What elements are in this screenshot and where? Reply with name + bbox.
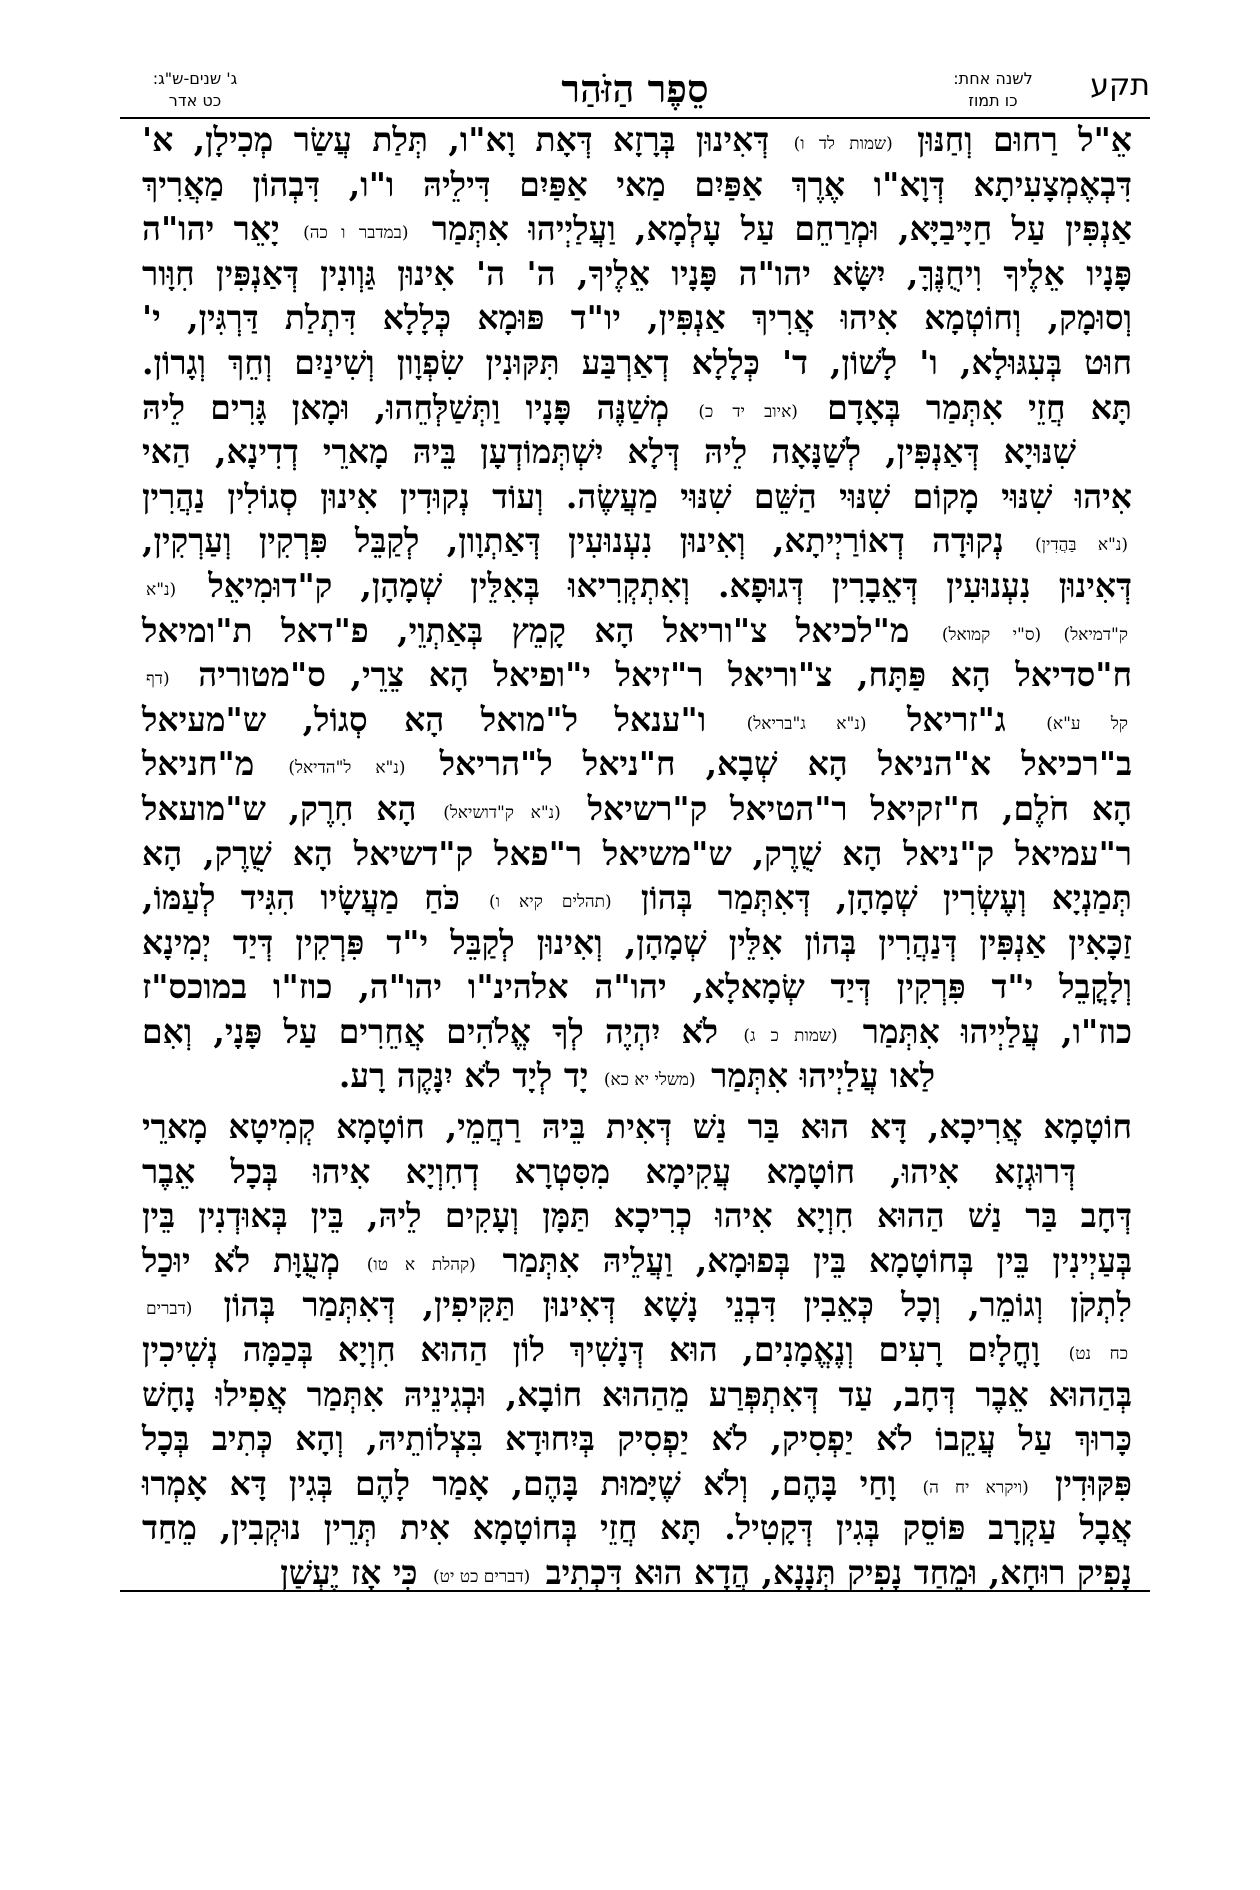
text-segment: כֹּחַ מַעֲשָׂיו הִגִּיד לְעַמּוֹ,	[142, 878, 485, 918]
scripture-reference: (תהלים קיא ו)	[489, 892, 612, 913]
scripture-reference: (במדבר ו כה)	[303, 223, 409, 244]
scripture-reference: (דברים	[146, 1299, 193, 1320]
text-line	[142, 653, 1132, 698]
scripture-reference: (משלי יא כא)	[603, 1070, 696, 1091]
text-line	[142, 1194, 1132, 1239]
text-segment: ו"ענאל ל"מואל הָא סְגוֹל, ש"מעיאל	[142, 699, 743, 739]
text-segment: פָּנָיו אֵלֶיךָ וִיחֻנֶּךָּ, יִשָּׂא יהו"ה פָּנָיו אֵלֶיךָ, ה' ה' אִינוּן גַּוְונִין דְּאַנְפִּין חִוָּור	[142, 253, 1132, 293]
text-segment: דְּחָב בַּר נַשׁ הַהוּא חִוְיָא אִיהוּ כְרִיכָא תַּמָּן וְעָקִים לֵיהּ, בֵּין בְּאוּדְנִין בֵּין	[142, 1196, 1132, 1236]
text-segment: תְּמַנְיָא וְעֶשְׂרִין שְׁמָהָן, דְּאִתְּמַר בְּהוֹן	[615, 878, 1132, 918]
text-line	[142, 1417, 1132, 1462]
schedule-label: ג' שנים-ש"ג:	[152, 69, 238, 88]
text-line	[142, 118, 1132, 163]
text-segment: חוֹטָמָא אֲרִיכָא, דָּא הוּא בַּר נַשׁ דְּאִית בֵּיהּ רַחֲמֵי, חוֹטָמָא קְמִיטָא מָארֵי	[142, 1107, 1132, 1147]
scripture-reference: (ויקרא יח ה)	[922, 1477, 1029, 1498]
text-line	[142, 1506, 1132, 1551]
text-line	[142, 252, 1132, 297]
text-segment: יָאֵר יהו"ה	[142, 209, 300, 249]
schedule-label: לשנה אחת:	[953, 69, 1033, 88]
text-line	[142, 787, 1132, 832]
text-segment: אַנְפִּין עַל חַיָּיבַיָּא, וּמְרַחֵם עַל עָלְמָא, וַעֲלַיְיהוּ אִתְּמַר	[412, 209, 1133, 249]
text-line	[142, 430, 1132, 475]
text-line	[142, 1054, 1132, 1099]
text-line	[142, 1105, 1132, 1150]
text-segment: הָא חִרֶק, ש"מועאל	[142, 788, 440, 828]
text-line	[142, 1283, 1132, 1328]
text-line	[142, 609, 1132, 654]
scripture-reference: (נ"א ק"דושיאל)	[443, 802, 561, 823]
text-segment: ר"עמיאל ק"ניאל הָא שֻׁרֶק, ש"משיאל ר"פאל ק"דשיאל הָא שֻׁרֶק, הָא	[142, 833, 1132, 873]
text-line	[142, 742, 1132, 787]
scripture-reference: (איוב יד כ)	[698, 401, 798, 422]
scripture-reference: (דברים כט יט)	[433, 1567, 531, 1587]
book-title: סֵפֶר הַזֹּהַר	[561, 66, 709, 111]
text-line	[142, 1150, 1132, 1195]
scripture-reference: (שמות כ ג)	[743, 1025, 838, 1046]
text-segment: בְּעַיְינִין בֵּין בְּחוֹטָמָא בֵּין בְּפוּמָא, וַעֲלֵיהּ אִתְּמַר	[479, 1240, 1132, 1280]
text-segment: דְּאִינוּן בְּרָזָא דְּאָת וָא"ו, תְּלַת עֲשַׂר מְכִילָן, א'	[142, 120, 790, 159]
text-segment: ח"סדיאל הָא פַּתָּח, צ"וריאל ר"זיאל י"ופיאל הָא צֵרֵי, ס"מטוריה	[173, 655, 1132, 695]
text-line	[142, 163, 1132, 208]
text-line	[142, 1462, 1132, 1507]
text-line	[142, 921, 1132, 966]
text-line	[142, 965, 1132, 1010]
text-segment: זַכָּאִין אַנְפִּין דְּנַהֲרִין בְּהוֹן אִלֵּין שְׁמָהָן, וְאִינוּן לְקַבֵּל י"ד פִּרְקִין דְּיַד יְמִינָא	[142, 922, 1132, 962]
text-segment: יָד לְיָד לֹא יִנָּקֶה רָע.	[338, 1056, 600, 1096]
text-line	[142, 386, 1132, 431]
main-text	[142, 118, 1132, 1596]
text-segment: מ"לכיאל צ"וריאל הָא קָמֵץ בְּאַתְוֵי, פ"דאל ת"ומיאל	[142, 610, 938, 650]
text-line	[142, 207, 1132, 252]
text-segment: וָחֳלָיִם רָעִים וְנֶאֱמָנִים, הוּא דְּנָשִׁיךְ לוֹן הַהוּא חִוְיָא בְּכַמָּה נְשִׁיכִין	[142, 1330, 1065, 1370]
text-segment: אֵ"ל רַחוּם וְחַנּוּן	[896, 120, 1132, 159]
scripture-reference: (שמות לד ו)	[793, 134, 893, 154]
text-segment: דְּאִינוּן נִעְנוּעִין דְּאֵבָרִין דְּגוּפָא. וְאִתְקְרִיאוּ בְּאִלֵּין שְׁמָהָן, ק"דוּמִיאֵל	[180, 565, 1132, 605]
text-line	[142, 1328, 1132, 1373]
scripture-reference: ק"דמיאל) (ס"י קמואל)	[941, 624, 1128, 645]
text-segment: לַאו עֲלַיְיהוּ אִתְּמַר	[699, 1056, 936, 1096]
scripture-reference: (נ"א	[146, 579, 177, 600]
section-divider	[120, 1590, 1150, 1592]
text-segment: מ"חניאל	[142, 744, 285, 784]
scripture-reference: (נ"א ג"בריאל)	[746, 713, 867, 734]
text-line	[142, 876, 1132, 921]
scripture-reference: קל ע"א)	[1046, 713, 1128, 734]
text-segment: חוּט בְּעִגּוּלָא, ו' לָשׁוֹן, ד' כְּלָלָא דְאַרְבַּע תִּקּוּנִין שִׂפְוָון וְשִׁינַיִם וְחֵךְ וְגָרוֹן.	[142, 342, 1132, 382]
text-line	[142, 1373, 1132, 1418]
text-segment: ג"זריאל	[870, 699, 1043, 739]
text-segment: מְשַׁנֶּה פָּנָיו וַתְּשַׁלְּחֵהוּ, וּמָאן גָּרִים לֵיהּ	[142, 387, 695, 427]
text-segment: וְלָקֳבֵל י"ד פִּרְקִין דְּיַד שְׂמָאלָא, יהו"ה אלהינ"ו יהו"ה, כוז"ו במוכס"ז	[142, 967, 1132, 1007]
schedule-date: כט אדר	[168, 91, 222, 110]
text-segment: כוז"ו, עֲלַיְיהוּ אִתְּמַר	[841, 1011, 1133, 1051]
text-line	[142, 1551, 1132, 1596]
text-line	[142, 1010, 1132, 1055]
scripture-reference: (נ"א ל"הדיאל)	[288, 758, 406, 779]
text-segment: אִיהוּ שִׁנּוּי מָקוֹם שִׁנּוּי הַשֵּׁם שִׁנּוּי מַעֲשֶׂה. וְעוֹד נְקוּדִין אִינוּן סְגוֹלִין נַהֲרִין	[142, 476, 1132, 516]
text-segment: נְקוּדָה דְאוֹרַיְיתָא, וְאִינוּן נִעְנוּעִין דְּאַתְוָון, לְקַבֵּל פִּרְקִין וְעַרְקִין,	[142, 521, 1032, 561]
text-line	[142, 1239, 1132, 1284]
text-segment: תָּא חֲזֵי אִתְּמַר בְּאָדָם	[801, 387, 1133, 427]
scripture-reference: (נ"א בַּהֲדִין)	[1035, 535, 1129, 556]
scripture-reference: כח נט)	[1068, 1344, 1128, 1365]
text-segment: שִׁנּוּיָא דְּאַנְפִּין, לְשַׁנָּאָה לֵיהּ דְּלָא יִשְׁתְּמוֹדְעָן בֵּיהּ מָארֵי דְדִינָא, הַאי	[142, 432, 1076, 472]
text-segment: בְּהַהוּא אֵבֶר דְּחָב, עַד דְּאִתְפְּרַע מֵהַהוּא חוֹבָא, וּבְגִינֵיהּ אִתְּמַר אֲפִילוּ נָחָשׁ	[142, 1374, 1132, 1414]
text-segment: כִּי אָז יֶעְשַׁן	[280, 1553, 430, 1592]
text-segment: אֲבָל עַקְרָב פּוֹסֵק בְּגִין דְּקָטִיל. תָּא חֲזֵי בְּחוֹטָמָא אִית תְּרֵין נוּקְבִין, מֵחַד	[142, 1508, 1132, 1548]
text-line	[142, 832, 1132, 877]
study-schedule-three-years	[120, 68, 270, 112]
text-segment: פִּקּוּדִין	[1032, 1463, 1132, 1503]
text-segment: לֹא יִהְיֶה לְךָ אֱלֹהִים אֲחֵרִים עַל פָּנָי, וְאִם	[142, 1011, 740, 1051]
text-line	[142, 341, 1132, 386]
scripture-reference: (קהלת א טו)	[366, 1254, 476, 1275]
text-line	[142, 475, 1132, 520]
text-line	[142, 698, 1132, 743]
text-segment: כָּרוּךְ עַל עֲקֵבוֹ לֹא יַפְסִיק, לֹא יַפְסִיק בְּיִחוּדָא בִּצְלוֹתֵיהּ, וְהָא כְּתִיב בְּכָל	[142, 1419, 1132, 1459]
text-segment: הָא חֹלֶם, ח"זקיאל ר"הטיאל ק"רשיאל	[564, 788, 1133, 828]
text-segment: דְּרוּגְזָא אִיהוּ, חוֹטָמָא עֲקִימָא מִסִּטְרָא דְחִוְיָא אִיהוּ בְּכָל אֵבֶר	[142, 1151, 1076, 1191]
page-header	[120, 66, 1150, 118]
text-line	[142, 296, 1132, 341]
text-line	[142, 564, 1132, 609]
text-segment: נָפִיק רוּחָא, וּמֵחַד נָפִיק תְּנָנָא, הֲדָא הוּא דִּכְתִיב	[534, 1553, 1132, 1592]
text-segment: לִתְקֹן וְגוֹמֵר, וְכָל כְּאֵבִין דִּבְנֵי נָשָׁא דְּאִינוּן תַּקִּיפִין, דְּאִתְּמַר בְּהוֹן	[196, 1285, 1132, 1325]
text-segment: ב"רכיאל א"הניאל הָא שְׁבָא, ח"ניאל ל"הריאל	[409, 744, 1132, 784]
page-number: תקע	[1090, 68, 1150, 103]
text-line	[142, 519, 1132, 564]
text-segment: דִּבְאֶמְצָעִיתָא דְּוָא"ו אֶרֶךְ אַפַּיִם מַאי אַפַּיִם דִּילֵיהּ ו"ו, דִּבְהוֹן מַאֲרִיךְ	[142, 164, 1132, 204]
text-segment: וְסוּמָק, וְחוֹטְמָא אִיהוּ אֲרִיךְ אַנְפִּין, יו"ד פּוּמָא כְּלָלָא דִּתְלַת דַּרְגִּין, י'	[142, 298, 1132, 338]
text-segment: מְעֻוָּת לֹא יוּכַל	[142, 1240, 363, 1280]
schedule-date: כו תמוז	[968, 91, 1018, 110]
scripture-reference: (דף	[146, 669, 170, 690]
text-segment: וָחַי בָּהֶם, וְלֹא שֶׁיָּמוּת בָּהֶם, אָמַר לָהֶם בְּגִין דָּא אָמְרוּ	[142, 1463, 919, 1503]
